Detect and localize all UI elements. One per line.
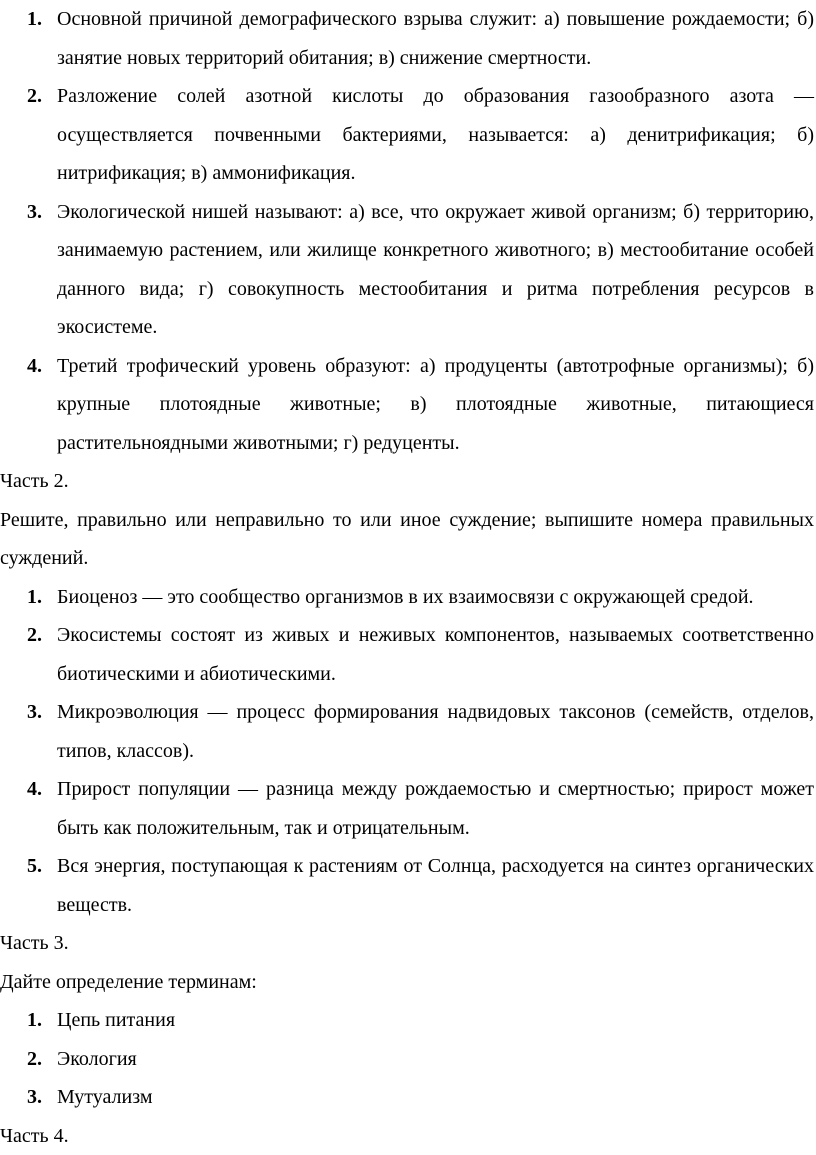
item-text: Прирост популяции — разница между рождаемостью и смертностью; прирост может быть как положительным, так и отрицательным. xyxy=(57,770,814,847)
item-number: 2. xyxy=(27,616,42,655)
list-item xyxy=(0,347,814,463)
item-number: 3. xyxy=(27,193,42,232)
item-number: 3. xyxy=(27,1078,42,1117)
item-number: 1. xyxy=(27,1001,42,1040)
item-text: Разложение солей азотной кислоты до образования газообразного азота — осуществляется почвенными бактериями, называется: а) денитрификация; б) нитрификация; в) аммонификация. xyxy=(57,77,814,193)
part3-instruction: Дайте определение терминам: xyxy=(0,963,814,1002)
item-text: Экология xyxy=(57,1040,814,1079)
list-item xyxy=(0,616,814,693)
list-item xyxy=(0,1078,814,1117)
item-text: Микроэволюция — процесс формирования надвидовых таксонов (семейств, отделов, типов, классов). xyxy=(57,693,814,770)
item-number: 2. xyxy=(27,77,42,116)
item-text: Цепь питания xyxy=(57,1001,814,1040)
part4-heading: Часть 4. xyxy=(0,1117,814,1155)
list-item xyxy=(0,1040,814,1079)
item-text: Вся энергия, поступающая к растениям от Солнца, расходуется на синтез органических веществ. xyxy=(57,847,814,924)
list-item xyxy=(0,77,814,193)
item-text: Биоценоз — это сообщество организмов в их взаимосвязи с окружающей средой. xyxy=(57,578,814,617)
part3-heading: Часть 3. xyxy=(0,924,814,963)
item-number: 4. xyxy=(27,347,42,386)
list-item xyxy=(0,693,814,770)
item-number: 2. xyxy=(27,1040,42,1079)
item-text: Экосистемы состоят из живых и неживых компонентов, называемых соответственно биотическими и абиотическими. xyxy=(57,616,814,693)
item-number: 4. xyxy=(27,770,42,809)
list-item xyxy=(0,193,814,347)
part2-instruction: Решите, правильно или неправильно то или иное суждение; выпишите номера правильных суждений. xyxy=(0,501,814,578)
list-item xyxy=(0,1001,814,1040)
item-text: Экологической нишей называют: а) все, что окружает живой организм; б) территорию, занимаемую растением, или жилище конкретного животного; в) местообитание особей данного вида; г) совокупность местообитания и ритма потребления ресурсов в экосистеме. xyxy=(57,193,814,347)
list-item xyxy=(0,847,814,924)
item-number: 1. xyxy=(27,578,42,617)
item-text: Основной причиной демографического взрыва служит: а) повышение рождаемости; б) занятие новых территорий обитания; в) снижение смертности. xyxy=(57,0,814,77)
item-text: Третий трофический уровень образуют: а) продуценты (автотрофные организмы); б) крупные плотоядные животные; в) плотоядные животные, питающиеся растительноядными животными; г) редуценты. xyxy=(57,347,814,463)
item-text: Мутуализм xyxy=(57,1078,814,1117)
part2-heading: Часть 2. xyxy=(0,462,814,501)
list-item xyxy=(0,578,814,617)
part1-question-list xyxy=(0,0,814,462)
part2-statement-list xyxy=(0,578,814,925)
item-number: 1. xyxy=(27,0,42,39)
list-item xyxy=(0,770,814,847)
part3-term-list xyxy=(0,1001,814,1117)
item-number: 5. xyxy=(27,847,42,886)
list-item xyxy=(0,0,814,77)
item-number: 3. xyxy=(27,693,42,732)
